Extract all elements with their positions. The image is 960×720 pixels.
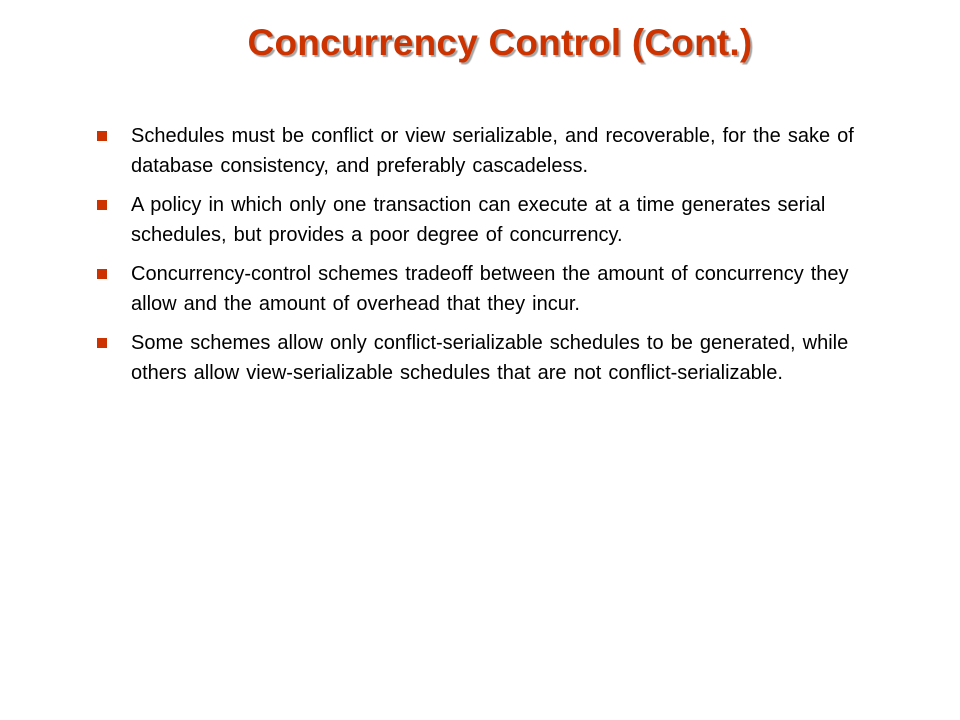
square-bullet-icon bbox=[97, 269, 107, 279]
bullet-text: Schedules must be conflict or view serializable, and recoverable, for the sake of database consistency, and preferably cascadeless. bbox=[131, 125, 854, 177]
bullet-text: Concurrency-control schemes tradeoff between the amount of concurrency they allow and the amount of overhead that they incur. bbox=[131, 263, 849, 315]
bullet-item bbox=[96, 328, 856, 388]
square-bullet-icon bbox=[97, 200, 107, 210]
bullet-item bbox=[96, 190, 856, 250]
bullet-item bbox=[96, 259, 856, 319]
bullet-list bbox=[96, 121, 856, 397]
slide-title: Concurrency Control (Cont.) bbox=[247, 22, 753, 63]
bullet-item bbox=[96, 121, 856, 181]
square-bullet-icon bbox=[97, 338, 107, 348]
square-bullet-icon bbox=[97, 131, 107, 141]
bullet-text: A policy in which only one transaction can execute at a time generates serial schedules, but provides a poor degree of concurrency. bbox=[131, 194, 826, 246]
bullet-text: Some schemes allow only conflict-serializable schedules to be generated, while others allow view-serializable schedules that are not conflict-serializable. bbox=[131, 332, 849, 384]
